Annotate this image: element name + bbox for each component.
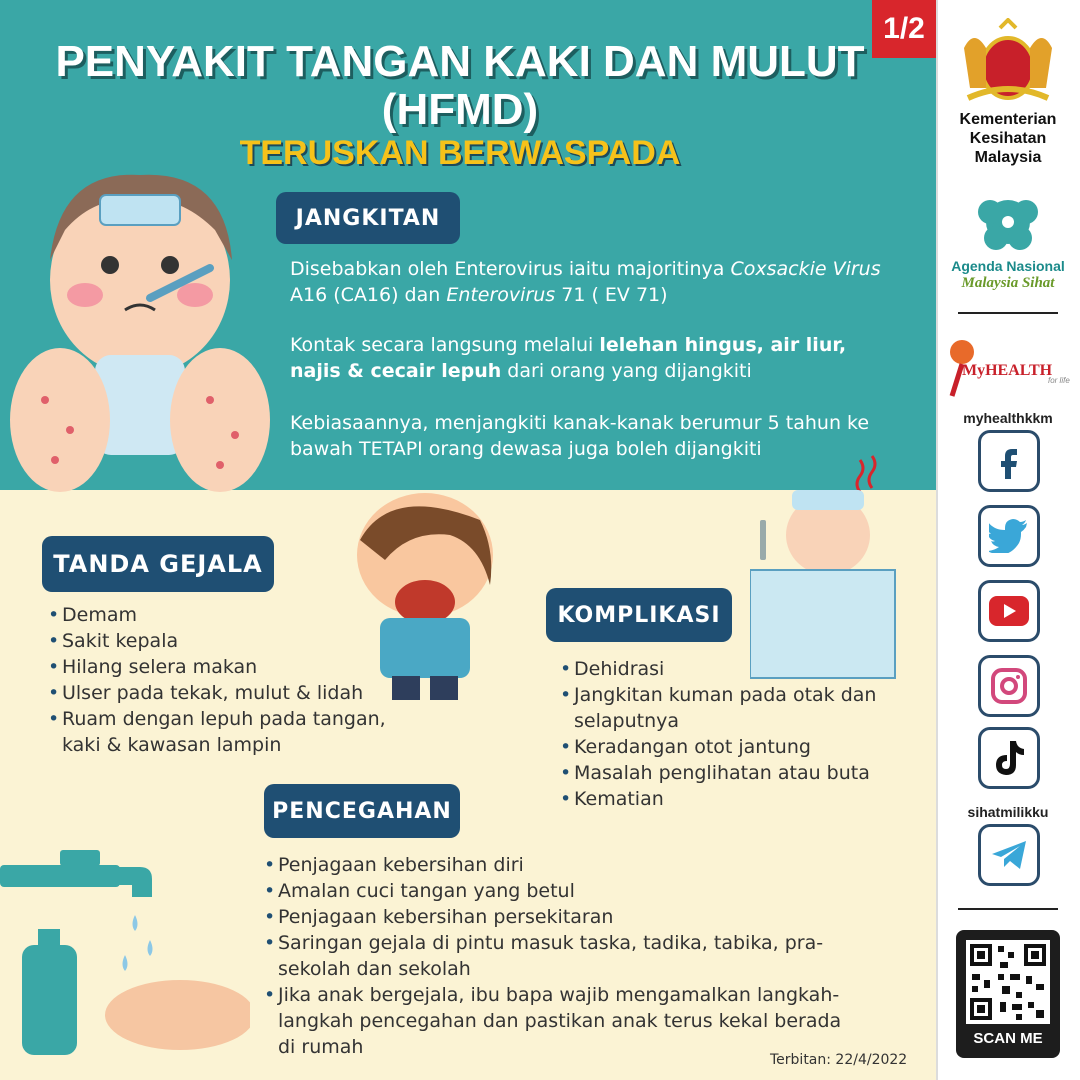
page-subtitle: TERUSKAN BERWASPADA xyxy=(239,134,681,172)
agenda-nasional-label: Agenda Nasional xyxy=(951,258,1065,274)
qr-code[interactable] xyxy=(966,940,1050,1024)
list-item: • Jika anak bergejala, ibu bapa wajib mengamalkan langkah-langkah pencegahan dan pastikan anak terus kekal berada di rumah xyxy=(264,982,864,1060)
divider xyxy=(958,908,1058,910)
handwash-illustration xyxy=(0,845,250,1065)
instagram-icon[interactable] xyxy=(978,655,1040,717)
heading-jangkitan: JANGKITAN xyxy=(276,192,460,244)
list-item: • Demam xyxy=(48,602,408,628)
page-number-badge: 1/2 xyxy=(872,0,936,58)
twitter-icon[interactable] xyxy=(978,505,1040,567)
scan-me-label: SCAN ME xyxy=(973,1030,1043,1047)
handle-sihatmilikku: sihatmilikku xyxy=(967,804,1049,820)
kkm-crest-logo xyxy=(958,18,1058,104)
list-item: • Saringan gejala di pintu masuk taska, tadika, tabika, pra-sekolah dan sekolah xyxy=(264,930,864,982)
list-item: • Keradangan otot jantung xyxy=(560,734,930,760)
list-item: • Sakit kepala xyxy=(48,628,408,654)
jangkitan-paragraph-1: Disebabkan oleh Enterovirus iaitu majoritinya Coxsackie Virus A16 (CA16) dan Enterovirus 71 ( EV 71) xyxy=(290,258,881,306)
qr-code-card[interactable] xyxy=(956,930,1060,1058)
facebook-icon[interactable] xyxy=(978,430,1040,492)
tiktok-icon[interactable] xyxy=(978,727,1040,789)
list-item: • Ulser pada tekak, mulut & lidah xyxy=(48,680,408,706)
divider xyxy=(958,312,1058,314)
title-line-1: PENYAKIT TANGAN KAKI DAN MULUT xyxy=(55,37,865,86)
list-item: • Dehidrasi xyxy=(560,656,930,682)
malaysia-sihat-label: Malaysia Sihat xyxy=(961,275,1055,291)
heading-pencegahan: PENCEGAHAN xyxy=(264,784,460,838)
heading-tanda-gejala: TANDA GEJALA xyxy=(42,536,274,592)
list-item: • Jangkitan kuman pada otak dan selaputnya xyxy=(560,682,930,734)
telegram-icon[interactable] xyxy=(978,824,1040,886)
tanda-gejala-list xyxy=(48,602,408,758)
publish-date: Terbitan: 22/4/2022 xyxy=(770,1052,908,1068)
kkm-name: Kementerian Kesihatan Malaysia xyxy=(959,111,1057,166)
heading-komplikasi: KOMPLIKASI xyxy=(546,588,732,642)
jangkitan-paragraph-2: Kontak secara langsung melalui lelehan hingus, air liur, najis & cecair lepuh dari orang yang dijangkiti xyxy=(290,334,847,382)
hibiscus-logo xyxy=(968,190,1048,256)
youtube-icon[interactable] xyxy=(978,580,1040,642)
list-item: • Penjagaan kebersihan diri xyxy=(264,852,864,878)
list-item: • Masalah penglihatan atau buta xyxy=(560,760,930,786)
jangkitan-paragraph-3: Kebiasaannya, menjangkiti kanak-kanak berumur 5 tahun ke bawah TETAPI orang dewasa juga boleh dijangkiti xyxy=(290,412,870,460)
bedridden-child-illustration xyxy=(750,450,900,680)
myhealth-logo-text: MyHEALTH xyxy=(962,362,1053,379)
sick-child-illustration xyxy=(0,150,280,495)
komplikasi-list xyxy=(560,656,930,812)
list-item: • Hilang selera makan xyxy=(48,654,408,680)
myhealth-tagline: for life xyxy=(1048,376,1070,385)
list-item: • Amalan cuci tangan yang betul xyxy=(264,878,864,904)
pencegahan-list xyxy=(264,852,864,1060)
page-title xyxy=(40,38,880,134)
list-item: • Ruam dengan lepuh pada tangan, kaki & kawasan lampin xyxy=(48,706,408,758)
list-item: • Kematian xyxy=(560,786,930,812)
list-item: • Penjagaan kebersihan persekitaran xyxy=(264,904,864,930)
title-line-2: (HFMD) xyxy=(381,85,539,134)
handle-myhealthkkm: myhealthkkm xyxy=(963,410,1053,426)
